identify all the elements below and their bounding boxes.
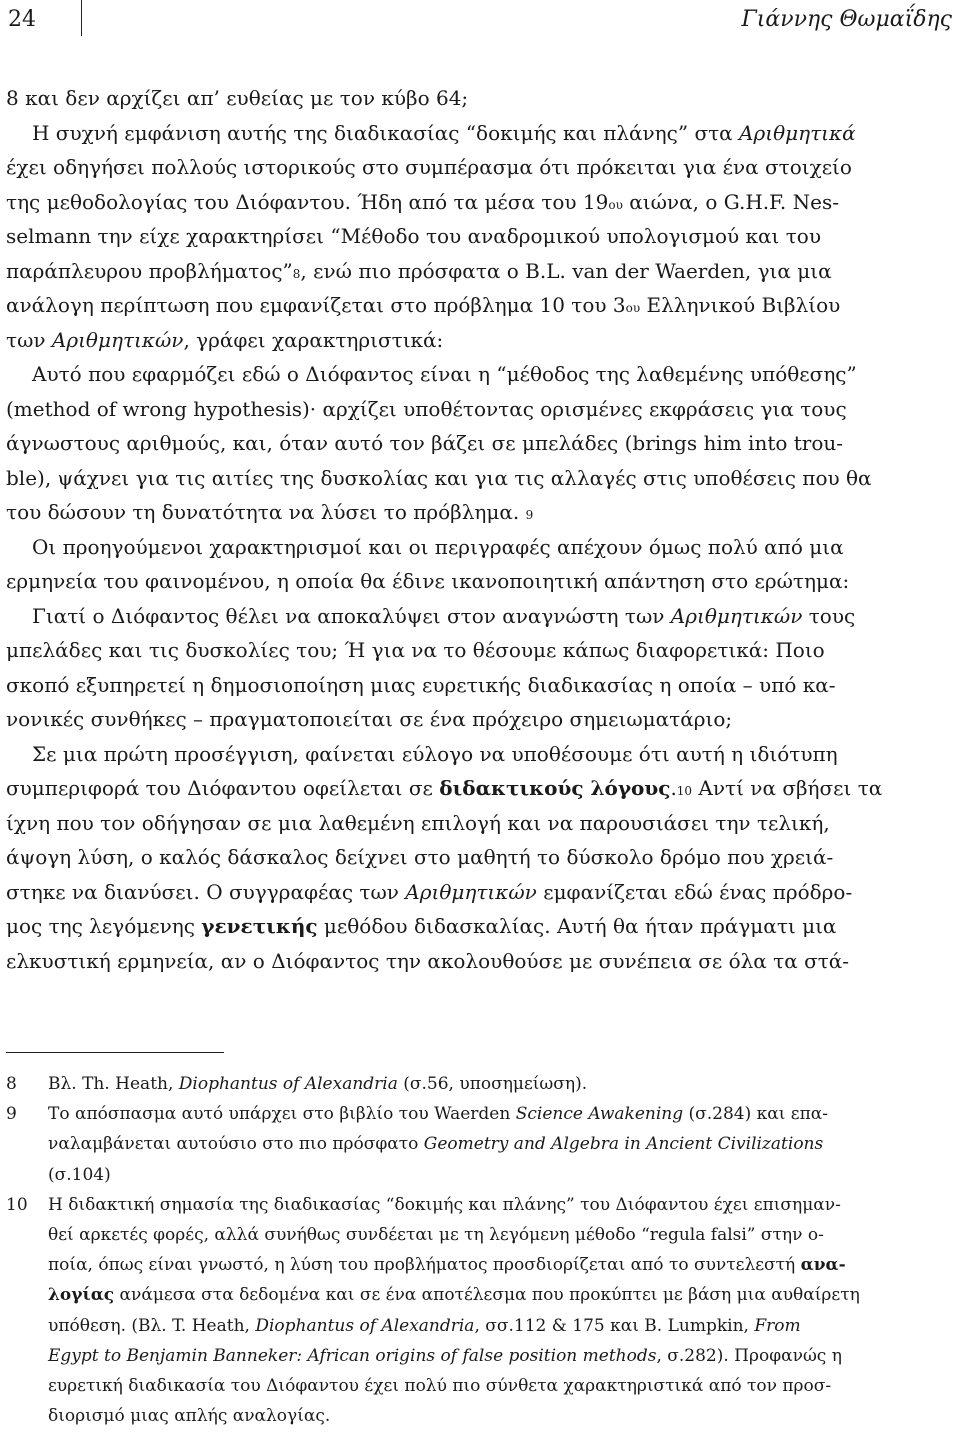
body-line: της μεθοδολογίας του Διόφαντου. Ήδη από τα μέσα του 19 ου αιώνα, ο G.H.F. Nes- xyxy=(6,189,839,214)
body-line: Σε μια πρώτη προσέγγιση, φαίνεται εύλογο να υποθέσουμε ότι αυτή η ιδιότυπη xyxy=(32,741,838,766)
quote-line: του δώσουν τη δυνατότητα να λύσει το πρόβλημα. 9 xyxy=(6,500,534,524)
header-divider xyxy=(81,0,82,36)
body-line: των Αριθμητικών , γράφει χαρακτηριστικά: xyxy=(6,327,444,352)
footnote-number: 10 xyxy=(6,1194,28,1215)
body-line: παράπλευρου προβλήματος” 8 , ενώ πιο πρόσφατα ο B.L. van der Waerden, για μια xyxy=(6,258,832,283)
footnote-8: 8 Βλ. Th. Heath, Diophantus of Alexandria (σ.56, υποσημείωση). xyxy=(6,1069,956,1099)
body-line: ανάλογη περίπτωση που εμφανίζεται στο πρόβλημα 10 του 3 ου Ελληνικού Βιβλίου xyxy=(6,293,841,317)
footnote-divider xyxy=(6,1052,224,1053)
footnote-number: 8 xyxy=(6,1074,17,1094)
body-line: συμπεριφορά του Διόφαντου οφείλεται σε διδακτικούς λόγους . 10 Αντί να σβήσει τα xyxy=(6,776,883,800)
body-line: μος της λεγόμενης γενετικής μεθόδου διδασκαλίας. Αυτή θα ήταν πράγματι μια xyxy=(6,914,837,938)
quote-line: ble), ψάχνει για τις αιτίες της δυσκολίας και για τις αλλαγές στις υποθέσεις που θα xyxy=(6,465,872,490)
body-text xyxy=(6,81,956,978)
page-number: 24 xyxy=(8,7,36,32)
body-line: Γιατί ο Διόφαντος θέλει να αποκαλύψει στον αναγνώστη των Αριθμητικών τους xyxy=(32,603,856,628)
footnote-10: 10 Η διδακτική σημασία της διαδικασίας “δοκιμής και πλάνης” του Διόφαντου έχει επισημαν- θεί αρκετές φορές, αλλά συνήθως συνδέεται με τη λεγόμενη μέθοδο “regula falsi” στην ο- ποία, όπως είναι γνωστό, η λύση του προβλήματος προσδιορίζεται από το συντελεστή ανα- λογίας ανάμεσα στα δεδομένα και σε ένα αποτέλεσμα που προκύπτει με βάση μια αυθαίρετη υπόθεση. (Βλ. T. Heath, Diophantus of Alexandria , σσ.112 & 175 και B. Lumpkin, From Egypt to Benjamin Banneker: African origins of false position methods , σ.282). Προφανώς η ευρετική διαδικασία του Διόφαντου έχει πολύ πιο σύνθετα χαρακτηριστικά από τον προσ- διορισμό μιας απλής αναλογίας. xyxy=(6,1190,956,1432)
body-line: Η συχνή εμφάνιση αυτής της διαδικασίας “δοκιμής και πλάνης” στα Αριθμητικά xyxy=(32,120,856,145)
body-line: άψογη λύση, ο καλός δάσκαλος δείχνει στο μαθητή το δύσκολο δρόμο που χρειά- xyxy=(6,845,834,869)
body-line: 8 και δεν αρχίζει απ’ ευθείας με τον κύβο 64; xyxy=(6,86,469,110)
quote-line: Αυτό που εφαρμόζει εδώ ο Διόφαντος είναι η “μέθοδος της λαθεμένης υπόθεσης” xyxy=(32,362,857,386)
quote-line: (method of wrong hypothesis)· αρχίζει υποθέτοντας ορισμένες εκφράσεις για τους xyxy=(6,396,847,421)
body-line: Οι προηγούμενοι χαρακτηρισμοί και οι περιγραφές απέχουν όμως πολύ από μια xyxy=(32,534,844,559)
body-line: ελκυστική ερμηνεία, αν ο Διόφαντος την ακολουθούσε με συνέπεια σε όλα τα στά- xyxy=(6,948,850,973)
footnotes xyxy=(6,1069,956,1431)
running-head: Γιάννης Θωμαΐδης xyxy=(741,7,952,32)
body-line: νονικές συνθήκες – πραγματοποιείται σε ένα πρόχειρο σημειωματάριο; xyxy=(6,707,733,731)
body-line: μπελάδες και τις δυσκολίες του; Ή για να το θέσουμε κάπως διαφορετικά: Ποιο xyxy=(6,638,825,662)
body-line: έχει οδηγήσει πολλούς ιστορικούς στο συμπέρασμα ότι πρόκειται για ένα στοιχείο xyxy=(6,155,852,179)
quote-line: άγνωστους αριθμούς, και, όταν αυτό τον βάζει σε μπελάδες (brings him into trou- xyxy=(6,431,844,455)
body-line: ερμηνεία του φαινομένου, η οποία θα έδινε ικανοποιητική απάντηση στο ερώτημα: xyxy=(6,569,850,593)
body-line: selmann την είχε χαρακτηρίσει “Μέθοδο του αναδρομικού υπολογισμού και του xyxy=(6,224,821,248)
body-line: ίχνη που τον οδήγησαν σε μια λαθεμένη επιλογή και να παρουσιάσει την τελική, xyxy=(6,810,830,835)
footnote-number: 9 xyxy=(6,1104,17,1125)
footnote-9: 9 Το απόσπασμα αυτό υπάρχει στο βιβλίο του Waerden Science Awakening (σ.284) και επα- ναλαμβάνεται αυτούσιο στο πιο πρόσφατο Geometry and Algebra in Ancient Civilizations (σ.104) xyxy=(6,1099,956,1190)
body-line: στηκε να διανύσει. Ο συγγραφέας των Αριθμητικών εμφανίζεται εδώ ένας πρόδρο- xyxy=(6,879,853,904)
page-header xyxy=(0,0,960,40)
body-line: σκοπό εξυπηρετεί η δημοσιοποίηση μιας ευρετικής διαδικασίας η οποία – υπό κα- xyxy=(6,672,836,697)
